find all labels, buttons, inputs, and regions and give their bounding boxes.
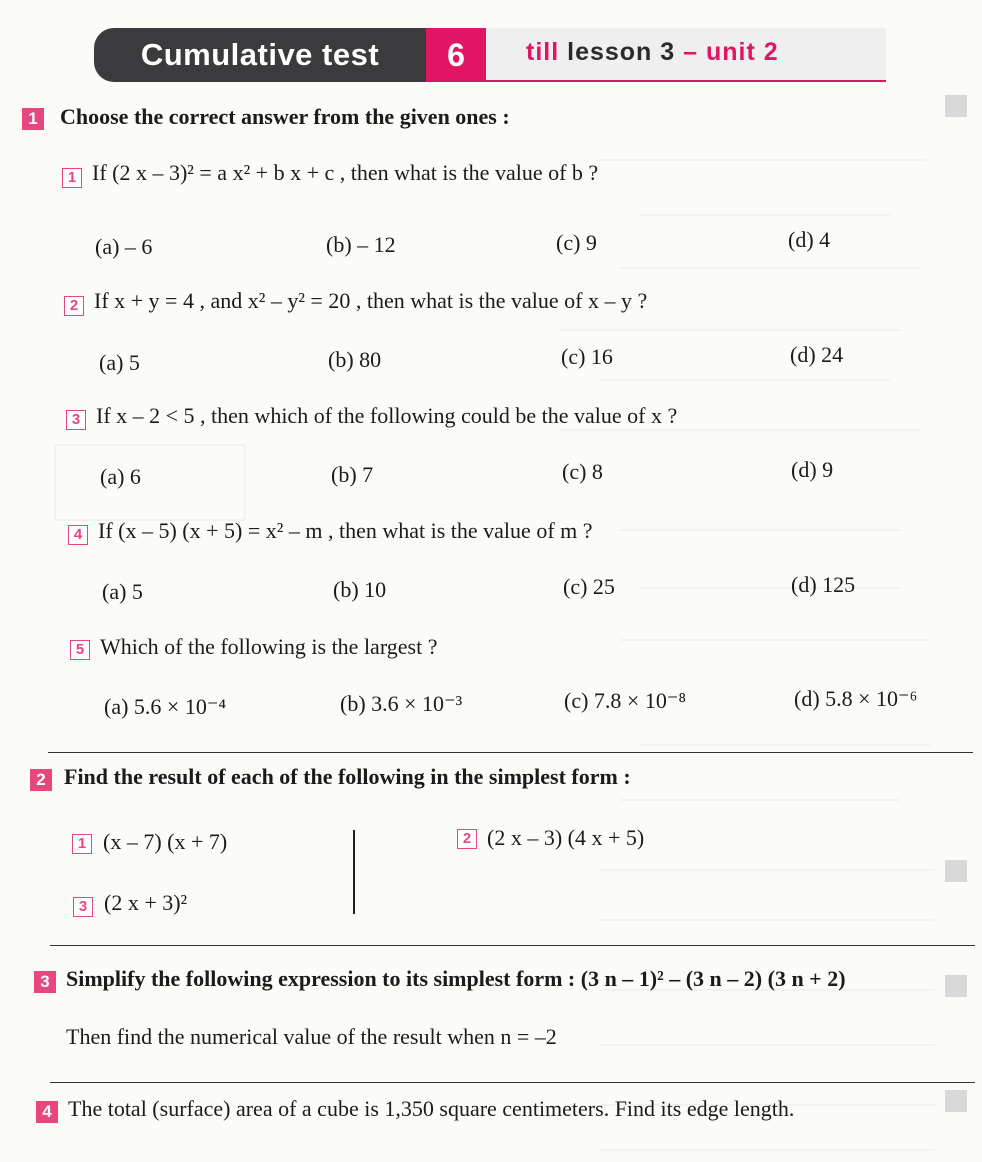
- q2-item2-badge: 2: [457, 829, 477, 849]
- q1-item2-option-b[interactable]: (b) 80: [328, 347, 382, 372]
- q1-item5-option-d[interactable]: (d) 5.8 × 10⁻⁶: [794, 686, 918, 711]
- q1-item2-option-d[interactable]: (d) 24: [790, 342, 844, 367]
- q1-item1-option-c[interactable]: (c) 9: [556, 230, 597, 255]
- test-header: [94, 28, 886, 82]
- scope-dash: –: [683, 38, 699, 66]
- q1-item5-option-a[interactable]: (a) 5.6 × 10⁻⁴: [104, 694, 227, 719]
- scope-unit: unit 2: [706, 38, 779, 66]
- q2-item2-expression: (2 x – 3) (4 x + 5): [487, 825, 645, 850]
- q3-badge: 3: [34, 971, 56, 993]
- q2-column-divider: [353, 830, 355, 914]
- q2-badge: 2: [30, 769, 52, 791]
- q1-item4-option-d[interactable]: (d) 125: [791, 572, 856, 597]
- q1-item3-question: If x – 2 < 5 , then which of the following could be the value of x ?: [96, 403, 678, 428]
- q2-item1-badge: 1: [72, 834, 92, 854]
- q2-item1-expression: (x – 7) (x + 7): [103, 829, 228, 854]
- q1-badge: 1: [22, 108, 44, 130]
- q1-item5-option-c[interactable]: (c) 7.8 × 10⁻⁸: [564, 688, 687, 713]
- q1-item4-option-c[interactable]: (c) 25: [563, 574, 615, 599]
- q1-item3-badge: 3: [66, 410, 86, 430]
- q1-item1-badge: 1: [62, 168, 82, 188]
- scope-till: till: [526, 38, 560, 66]
- q1-item1-option-b[interactable]: (b) – 12: [326, 232, 396, 257]
- q1-item3-option-b[interactable]: (b) 7: [331, 462, 374, 487]
- divider-3: [50, 1082, 975, 1083]
- q4-badge: 4: [36, 1101, 58, 1123]
- q1-item2-option-c[interactable]: (c) 16: [561, 344, 613, 369]
- q1-item1-option-a[interactable]: (a) – 6: [95, 234, 153, 259]
- q3-followup: Then find the numerical value of the result when n = –2: [66, 1024, 557, 1049]
- q2-item3-badge: 3: [73, 897, 93, 917]
- q1-item1-question: If (2 x – 3)² = a x² + b x + c , then what is the value of b ?: [92, 160, 599, 185]
- scope-lesson: lesson 3: [567, 38, 676, 66]
- q1-item2-option-a[interactable]: (a) 5: [99, 350, 140, 375]
- q1-item4-option-b[interactable]: (b) 10: [333, 577, 387, 602]
- test-number: 6: [426, 28, 486, 82]
- divider-2: [50, 945, 975, 946]
- q1-item3-option-d[interactable]: (d) 9: [791, 457, 834, 482]
- test-title: Cumulative test: [94, 28, 426, 82]
- q2-title: Find the result of each of the following in the simplest form :: [64, 764, 631, 789]
- q1-item4-option-a[interactable]: (a) 5: [102, 579, 143, 604]
- q1-item5-question: Which of the following is the largest ?: [100, 634, 438, 659]
- q1-item1-option-d[interactable]: (d) 4: [788, 227, 831, 252]
- divider-1: [48, 752, 973, 753]
- q2-item3-expression: (2 x + 3)²: [104, 890, 188, 915]
- q1-item3-option-a[interactable]: (a) 6: [100, 464, 141, 489]
- q1-item5-badge: 5: [70, 640, 90, 660]
- q1-item2-badge: 2: [64, 296, 84, 316]
- q1-title: Choose the correct answer from the given ones :: [60, 104, 510, 129]
- test-scope: [486, 28, 886, 82]
- q1-item2-question: If x + y = 4 , and x² – y² = 20 , then what is the value of x – y ?: [94, 288, 648, 313]
- q4-question: The total (surface) area of a cube is 1,350 square centimeters. Find its edge length.: [68, 1096, 795, 1121]
- q3-title: Simplify the following expression to its simplest form : (3 n – 1)² – (3 n – 2) (3 n + 2): [66, 966, 846, 991]
- q1-item4-question: If (x – 5) (x + 5) = x² – m , then what is the value of m ?: [98, 518, 593, 543]
- q1-item4-badge: 4: [68, 525, 88, 545]
- q1-item3-option-c[interactable]: (c) 8: [562, 459, 603, 484]
- q1-item5-option-b[interactable]: (b) 3.6 × 10⁻³: [340, 691, 463, 716]
